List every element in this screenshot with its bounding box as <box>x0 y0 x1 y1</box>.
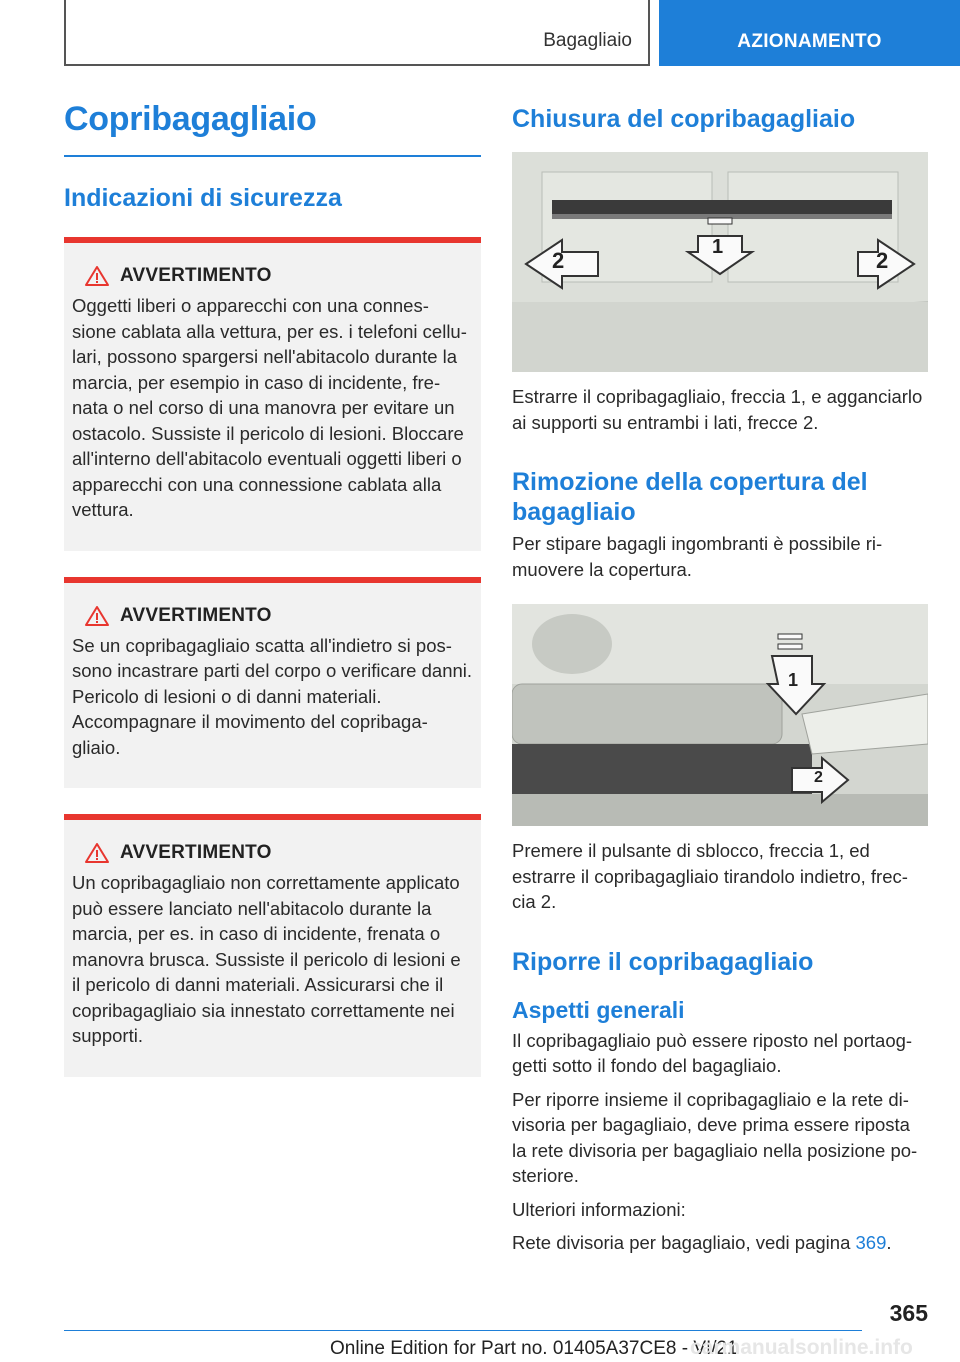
warning-box <box>64 814 481 1077</box>
warning-triangle-icon <box>72 265 120 287</box>
page-link[interactable]: 369 <box>855 1232 887 1253</box>
warning-box <box>64 577 481 789</box>
storing-paragraph: Il copribagagliaio può essere riposto nel portaog-getti sotto il fondo del bagagliaio. <box>512 1029 913 1076</box>
left-column <box>64 100 481 1103</box>
safety-heading: Indicazioni di sicurezza <box>64 184 342 212</box>
warning-box <box>64 237 481 551</box>
figure-cover-removal <box>512 604 928 826</box>
storing-reference <box>512 1230 928 1256</box>
removal-text: Premere il pulsante di sblocco, freccia 1, ed estrarre il copribagagliaio tirandolo indietro, frec-cia 2. <box>512 840 908 912</box>
figure-cover-closing <box>512 152 928 372</box>
removal-heading: Rimozione della copertura del bagagliaio <box>512 468 868 526</box>
header-section-title: Bagagliaio <box>543 30 632 51</box>
header-chapter-label: AZIONAMENTO <box>737 31 882 52</box>
warning-label: AVVERTIMENTO <box>120 604 272 626</box>
warning-text: Oggetti liberi o apparecchi con una connes-sione cablata alla vettura, per es. i telefoni cellu-lari, possono spargersi nell'abitacolo durante la marcia, per esempio in caso di incidente, fre-nata o nel corso di una manovra per evitare un ostacolo. Sussiste il pericolo di lesioni. Bloccare all'interno dell'abitacolo eventuali oggetti liberi o apparecchi con una connessione cablata alla vettura. <box>72 295 467 520</box>
reference-period: . <box>886 1232 892 1253</box>
page-number: 365 <box>889 1300 928 1326</box>
warning-label: AVVERTIMENTO <box>120 842 272 863</box>
header-chapter-tab[interactable] <box>659 0 960 66</box>
warning-text: Un copribagagliaio non correttamente applicato può essere lanciato nell'abitacolo durante la marcia, per es. in caso di incidente, frenata o manovra brusca. Sussiste il pericolo di lesioni e il pericolo di danni materiali. Assicurarsi che il copribagagliaio sia innestato correttamente nei supporti. <box>72 872 461 1046</box>
right-column <box>512 100 928 1256</box>
storing-paragraph: Ulteriori informazioni: <box>512 1198 686 1220</box>
warning-text: Se un copribagagliaio scatta all'indietro si pos-sono incastrare parti del corpo o verificare danni. Pericolo di lesioni o di danni materiali. Accompagnare il movimento del copribaga-gliaio. <box>72 634 473 758</box>
footer-divider <box>64 1330 862 1331</box>
storing-paragraph: Per riporre insieme il copribagagliaio e la rete di-visoria per bagagliaio, deve prima essere riposta la rete divisoria per bagagliaio nella posizione po-steriore. <box>512 1088 918 1186</box>
warning-triangle-icon <box>72 605 120 627</box>
closing-heading: Chiusura del copribagagliaio <box>512 105 856 133</box>
edition-note: Online Edition for Part no. 01405A37CE8 - VI/21 <box>330 1338 738 1359</box>
figure-label: 1 <box>712 236 724 258</box>
warning-label: AVVERTIMENTO <box>120 265 272 286</box>
reference-text: Rete divisoria per bagagliaio, vedi pagina <box>512 1232 851 1253</box>
header-frame <box>64 0 650 66</box>
figure-label: 2 <box>876 248 889 273</box>
removal-intro: Per stipare bagagli ingombranti è possibile ri-muovere la copertura. <box>512 533 883 580</box>
figure-label: 2 <box>552 248 565 273</box>
warning-triangle-icon <box>72 842 120 864</box>
figure-label: 1 <box>788 670 799 690</box>
watermark: carmanualsonline.info <box>690 1336 913 1359</box>
storing-subheading: Aspetti generali <box>512 996 685 1023</box>
figure-label: 2 <box>814 769 823 786</box>
page-title: Copribagagliaio <box>64 100 481 157</box>
storing-heading: Riporre il copribagagliaio <box>512 947 814 976</box>
closing-text: Estrarre il copribagagliaio, freccia 1, e agganciarlo ai supporti su entrambi i lati, frecce 2. <box>512 386 923 433</box>
